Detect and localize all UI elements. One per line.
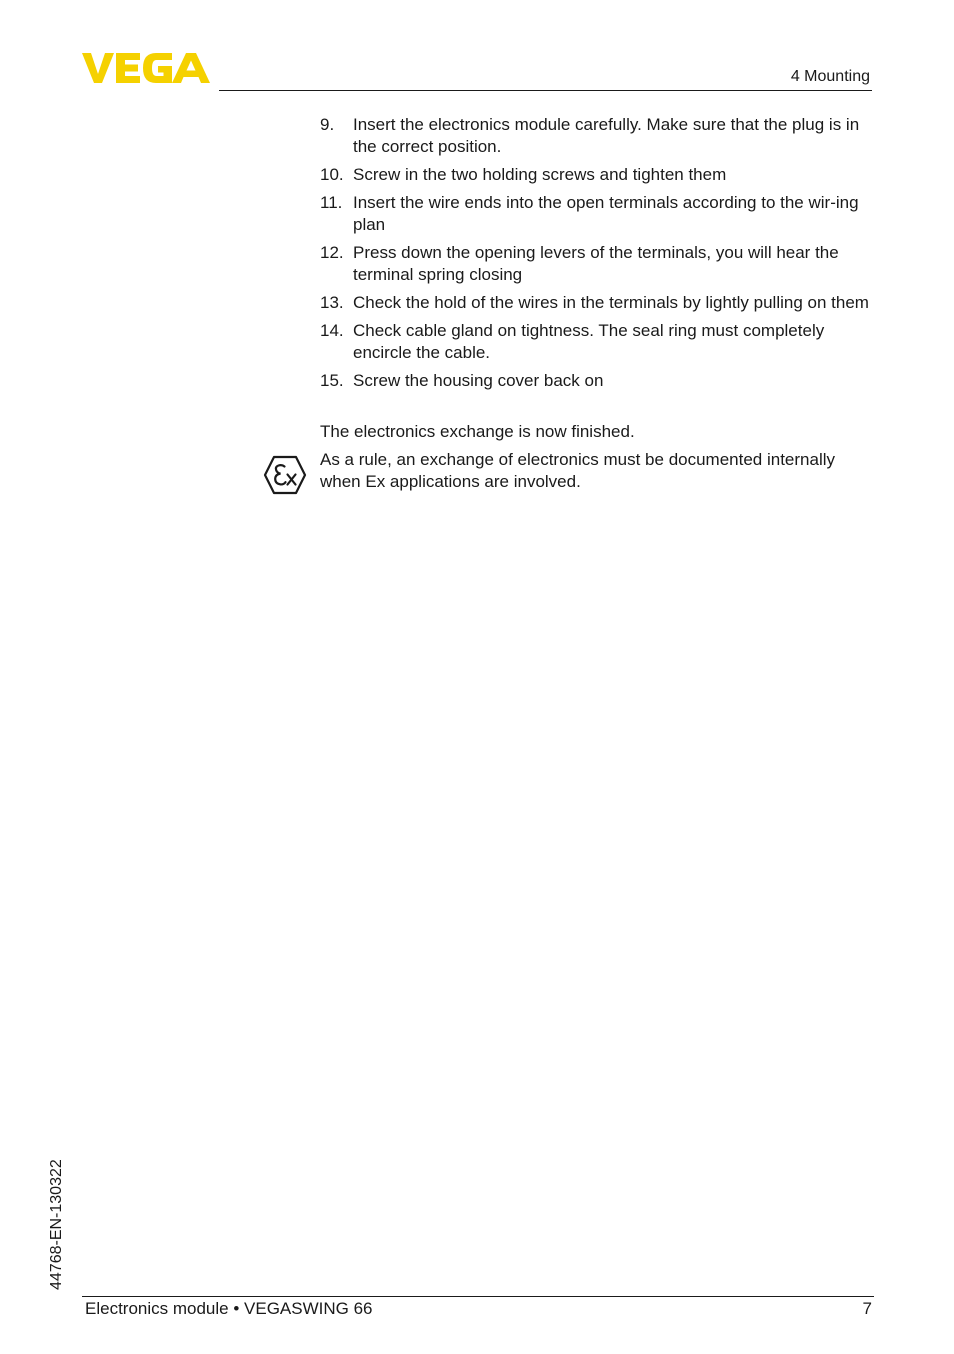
step-text: Press down the opening levers of the terminals, you will hear the terminal spring closing (353, 243, 839, 284)
step-text: Screw the housing cover back on (353, 371, 604, 390)
header-rule (219, 90, 872, 91)
step-number: 9. (320, 115, 335, 134)
list-item (320, 292, 872, 314)
list-item (320, 320, 872, 364)
step-text: Insert the electronics module carefully. Make sure that the plug is in the correct position. (353, 115, 860, 156)
list-item (320, 370, 872, 392)
vega-logo (82, 52, 212, 84)
document-number: 44768-EN-130322 (48, 1159, 65, 1290)
header-section-title: 4 Mounting (790, 68, 870, 85)
footer-title: Electronics module • VEGASWING 66 (85, 1299, 373, 1318)
step-text: Check cable gland on tightness. The seal ring must completely encircle the cable. (353, 321, 825, 362)
finished-paragraph: The electronics exchange is now finished. (320, 422, 635, 441)
list-item (320, 192, 872, 236)
step-text: Insert the wire ends into the open terminals according to the wir-ing plan (353, 193, 859, 234)
ex-note-paragraph: As a rule, an exchange of electronics must be documented internally when Ex applications are involved. (320, 450, 836, 491)
page-number: 7 (862, 1299, 872, 1318)
step-text: Check the hold of the wires in the terminals by lightly pulling on them (353, 293, 869, 312)
step-number: 14. (320, 321, 344, 340)
ex-hexagon-icon (263, 455, 307, 495)
mounting-steps-list (320, 114, 872, 398)
list-item (320, 242, 872, 286)
step-number: 12. (320, 243, 344, 262)
step-number: 13. (320, 293, 344, 312)
step-number: 10. (320, 165, 344, 184)
footer-rule (82, 1296, 874, 1297)
list-item (320, 164, 872, 186)
step-number: 11. (320, 193, 343, 212)
step-text: Screw in the two holding screws and tighten them (353, 165, 727, 184)
step-number: 15. (320, 371, 344, 390)
list-item (320, 114, 872, 158)
